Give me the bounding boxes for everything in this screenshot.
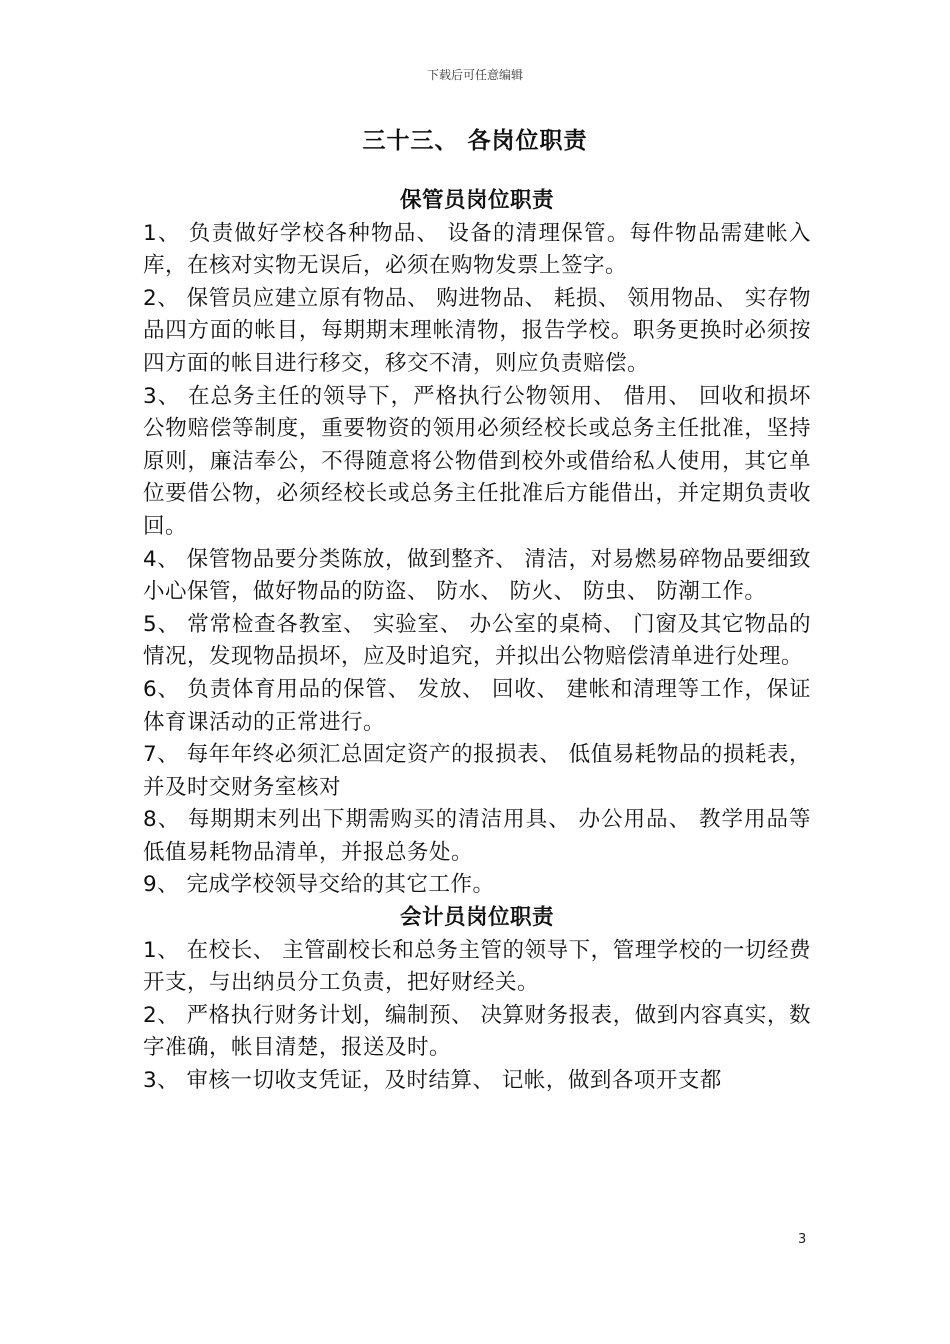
accountant-duty-3: 3、 审核一切收支凭证，及时结算、 记帐，做到各项开支都 — [143, 1068, 722, 1094]
accountant-duty-2: 2、 严格执行财务计划，编制预、 决算财务报表，做到内容真实，数字准确，帐目清楚，报送及时。 — [143, 1002, 811, 1061]
custodian-duty-3: 3、 在总务主任的领导下，严格执行公物领用、 借用、 回收和损坏公物赔偿等制度，重要物资的领用必须经校长或总务主任批准，坚持原则，廉洁奉公，不得随意将公物借到校外或借给私人使用，其它单位要借公物，必须经校长或总务主任批准后方能借出，并定期负责收回。 — [143, 383, 811, 539]
custodian-duty-1: 1、 负责做好学校各种物品、 设备的清理保管。每件物品需建帐入库，在核对实物无误后，必须在购物发票上签字。 — [143, 220, 811, 279]
document-body — [143, 185, 811, 1098]
custodian-duty-7: 7、 每年年终必须汇总固定资产的报损表、 低值易耗物品的损耗表，并及时交财务室核对 — [143, 742, 811, 800]
custodian-duty-4: 4、 保管物品要分类陈放，做到整齐、 清洁，对易燃易碎物品要细致小心保管，做好物品的防盗、 防水、 防火、 防虫、 防潮工作。 — [143, 546, 811, 605]
custodian-duty-5: 5、 常常检查各教室、 实验室、 办公室的桌椅、 门窗及其它物品的情况，发现物品损坏，应及时追究，并拟出公物赔偿清单进行处理。 — [143, 611, 811, 670]
header-note: 下载后可任意编辑 — [426, 68, 523, 82]
section-heading-custodian: 保管员岗位职责 — [399, 188, 554, 213]
custodian-duty-6: 6、 负责体育用品的保管、 发放、 回收、 建帐和清理等工作，保证体育课活动的正常进行。 — [143, 676, 811, 735]
page-number: 3 — [798, 1232, 807, 1247]
section-heading-accountant: 会计员岗位职责 — [399, 905, 554, 931]
document-title: 三十三、 各岗位职责 — [362, 128, 588, 154]
custodian-duty-8: 8、 每期期末列出下期需购买的清洁用具、 办公用品、 教学用品等低值易耗物品清单，并报总务处。 — [143, 807, 811, 865]
custodian-duty-9: 9、 完成学校领导交给的其它工作。 — [143, 872, 495, 898]
accountant-duty-1: 1、 在校长、 主管副校长和总务主管的领导下，管理学校的一切经费开支，与出纳员分工负责，把好财经关。 — [143, 937, 811, 996]
custodian-duty-2: 2、 保管员应建立原有物品、 购进物品、 耗损、 领用物品、 实存物品四方面的帐目，每期期末理帐清物，报告学校。职务更换时必须按四方面的帐目进行移交，移交不清，则应负责赔偿。 — [143, 285, 811, 376]
